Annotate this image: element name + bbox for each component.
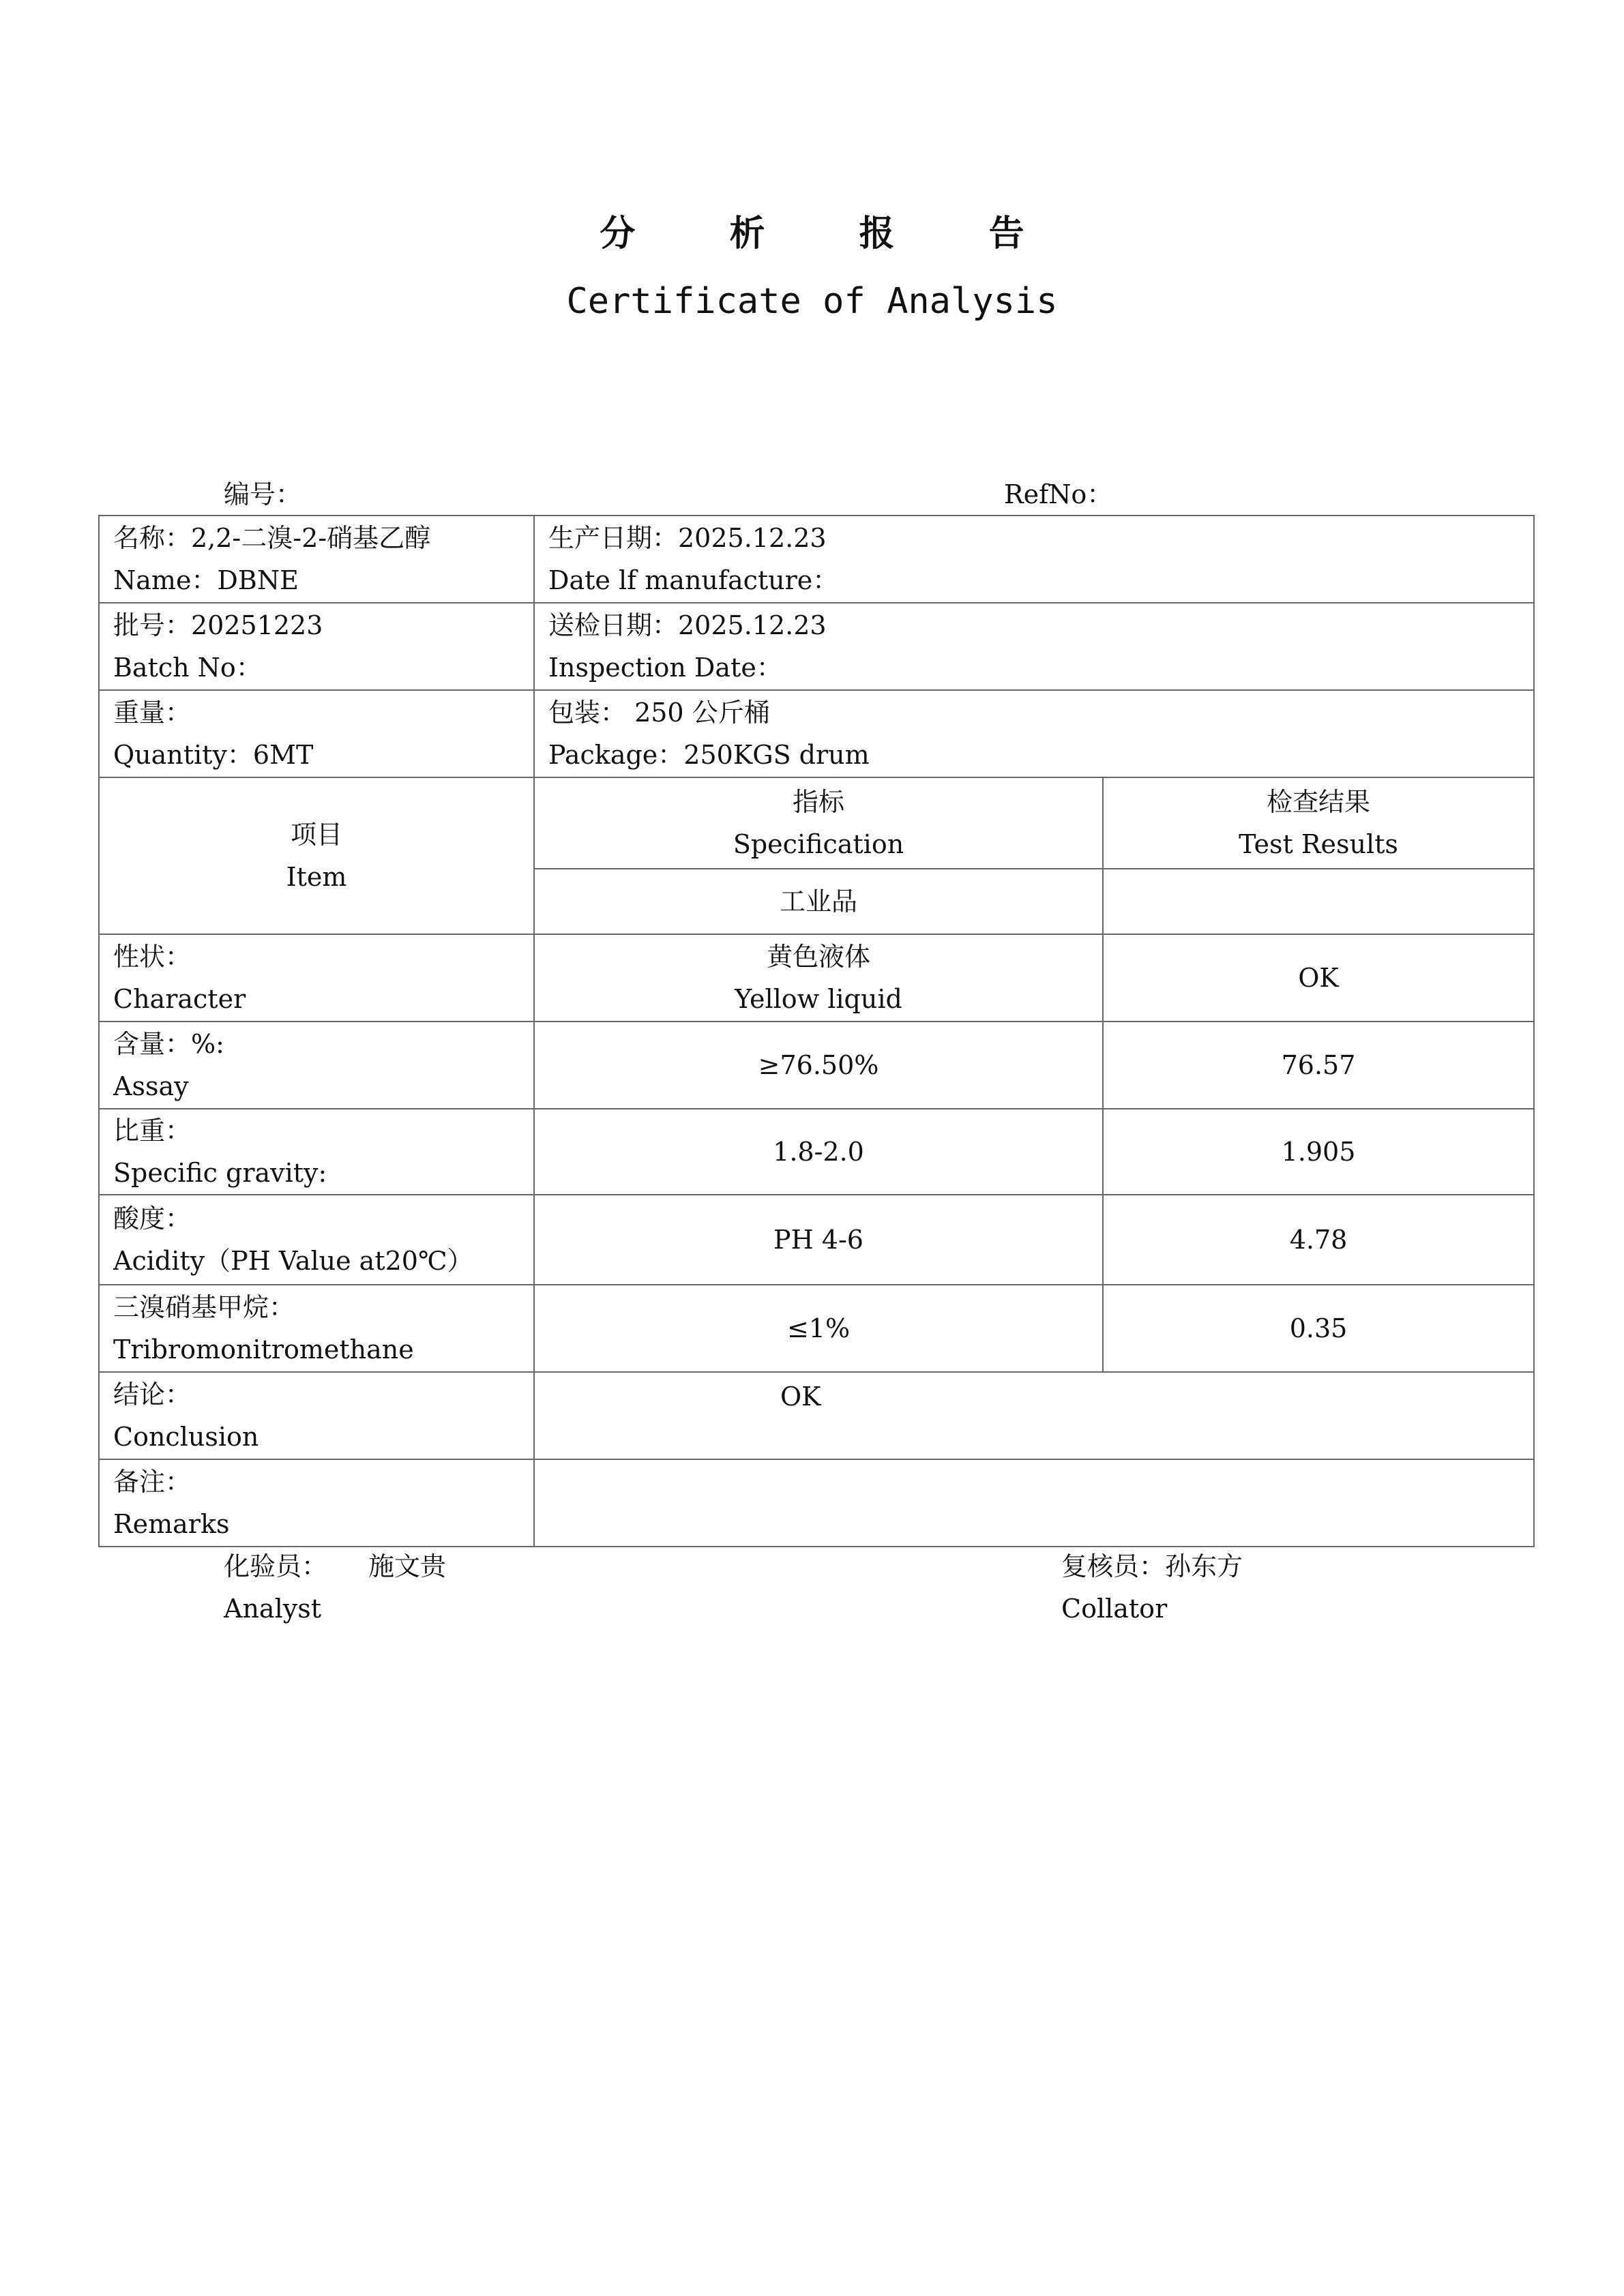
- item-en: Specific gravity:: [113, 1158, 327, 1188]
- spec-header-en: Specification: [733, 829, 904, 859]
- info-row-batch: [99, 603, 1534, 690]
- remarks-label-cell: [99, 1459, 534, 1547]
- analyst-signature: [224, 1545, 446, 1630]
- item-cell: [99, 1195, 534, 1285]
- spec-cell: ≤1%: [534, 1285, 1103, 1372]
- result-cell: 1.905: [1103, 1109, 1534, 1195]
- inspection-date-en: Inspection Date：: [548, 653, 782, 683]
- item-cn: 含量：%:: [113, 1029, 224, 1059]
- table-row: [99, 1195, 1534, 1285]
- remarks-row: [99, 1459, 1534, 1547]
- quantity-cell: [99, 690, 534, 777]
- item-cn: 比重：: [113, 1116, 192, 1146]
- batch-cn: 批号：20251223: [113, 610, 323, 640]
- conclusion-value: OK: [534, 1372, 1534, 1459]
- package-cell: [534, 690, 1534, 777]
- item-cell: [99, 1022, 534, 1109]
- spec-en: Yellow liquid: [735, 984, 902, 1014]
- item-cn: 三溴硝基甲烷：: [113, 1292, 295, 1322]
- remarks-value: [534, 1459, 1534, 1547]
- table-row: [99, 1109, 1534, 1195]
- manufacture-date-en: Date lf manufacture：: [548, 565, 839, 595]
- analysis-table: [98, 515, 1535, 1547]
- header-row: [99, 777, 1534, 869]
- conclusion-label-cell: [99, 1372, 534, 1459]
- inspection-date-cell: [534, 603, 1534, 690]
- item-en: Character: [113, 984, 246, 1014]
- title-chinese: 分 析 报 告: [600, 213, 1065, 254]
- analyst-label-cn: 化验员：: [224, 1551, 328, 1581]
- table-row: [99, 934, 1534, 1022]
- quantity-en: Quantity：6MT: [113, 740, 314, 770]
- collator-label-cn: 复核员：孙东方: [1061, 1551, 1243, 1581]
- package-en: Package：250KGS drum: [548, 740, 870, 770]
- item-cell: [99, 1285, 534, 1372]
- product-name-en: Name：DBNE: [113, 565, 299, 595]
- batch-cell: [99, 603, 534, 690]
- grade-cell: 工业品: [534, 869, 1103, 934]
- item-header-en: Item: [286, 862, 347, 892]
- manufacture-date-cell: [534, 516, 1534, 603]
- spec-cell: 1.8-2.0: [534, 1109, 1103, 1195]
- remarks-label-cn: 备注：: [113, 1467, 192, 1497]
- spec-cn: 黄色液体: [766, 942, 870, 972]
- collator-signature: [1061, 1545, 1243, 1630]
- conclusion-row: [99, 1372, 1534, 1459]
- result-header-cn: 检查结果: [1267, 787, 1371, 817]
- spec-header-cn: 指标: [792, 787, 844, 817]
- result-cell: 0.35: [1103, 1285, 1534, 1372]
- title-english: Certificate of Analysis: [566, 281, 1058, 322]
- batch-en: Batch No：: [113, 653, 262, 683]
- result-header-cell: [1103, 777, 1534, 869]
- item-en: Acidity（PH Value at20℃）: [113, 1246, 473, 1276]
- collator-label-en: Collator: [1061, 1594, 1168, 1624]
- spec-cell: PH 4-6: [534, 1195, 1103, 1285]
- manufacture-date-cn: 生产日期：2025.12.23: [548, 523, 827, 553]
- info-row-name: [99, 516, 1534, 603]
- item-header-cell: [99, 777, 534, 934]
- conclusion-label-en: Conclusion: [113, 1422, 259, 1452]
- item-cell: [99, 934, 534, 1022]
- item-cell: [99, 1109, 534, 1195]
- conclusion-label-cn: 结论：: [113, 1380, 192, 1410]
- item-header-cn: 项目: [290, 820, 342, 850]
- result-cell: 76.57: [1103, 1022, 1534, 1109]
- package-cn: 包装： 250 公斤桶: [548, 698, 770, 728]
- serial-number-label: 编号：: [224, 479, 302, 509]
- result-cell: OK: [1103, 934, 1534, 1022]
- product-name-cell: [99, 516, 534, 603]
- item-en: Assay: [113, 1071, 189, 1101]
- result-cell: 4.78: [1103, 1195, 1534, 1285]
- analyst-name: 施文贵: [368, 1551, 447, 1581]
- quantity-cn: 重量：: [113, 698, 192, 728]
- item-en: Tribromonitromethane: [113, 1335, 414, 1365]
- spec-cell: ≥76.50%: [534, 1022, 1103, 1109]
- spec-cell: [534, 934, 1103, 1022]
- info-row-quantity: [99, 690, 1534, 777]
- ref-number-label: RefNo：: [1004, 479, 1113, 509]
- analyst-label-en: Analyst: [224, 1594, 321, 1624]
- spec-header-cell: [534, 777, 1103, 869]
- item-cn: 酸度：: [113, 1204, 192, 1234]
- table-row: [99, 1285, 1534, 1372]
- inspection-date-cn: 送检日期：2025.12.23: [548, 610, 827, 640]
- table-row: [99, 1022, 1534, 1109]
- remarks-label-en: Remarks: [113, 1509, 230, 1539]
- item-cn: 性状：: [113, 942, 192, 972]
- result-header-en: Test Results: [1239, 829, 1398, 859]
- grade-result-cell: [1103, 869, 1534, 934]
- product-name-cn: 名称：2,2-二溴-2-硝基乙醇: [113, 523, 431, 553]
